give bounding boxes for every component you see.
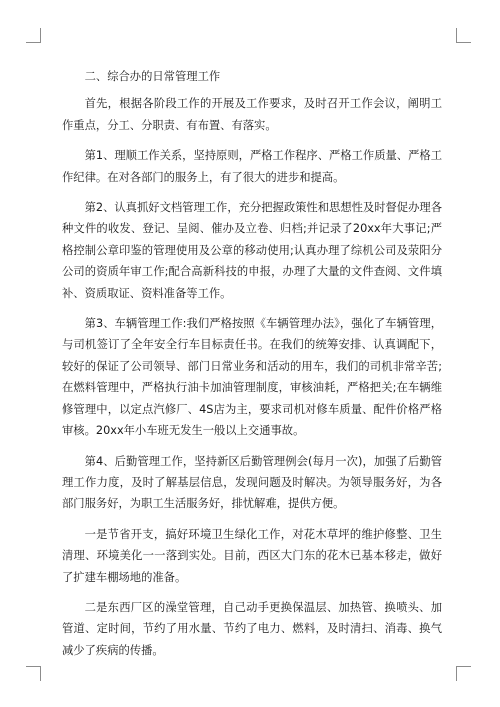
paragraph-item-2: 第2、认真抓好文档管理工作，充分把握政策性和思想性及时督促办理各种文件的收发、登记、呈阅、催办及立卷、归档;并记录了20xx年大事记;严格控制公章印鉴的管理使用及公章的移动使用;认真办理了综机公司及荥阳分公司的资质年审工作;配合高新科技的申报，办理了大量的文件查阅、文件填补、资质取证、资料准备等工作。: [62, 201, 442, 300]
paragraph-sub-1: 一是节省开支，搞好环境卫生绿化工作，对花木草坪的维护修整、卫生清理、环境美化一一落到实处。目前，西区大门东的花木已基本移走，做好了扩建车棚场地的准备。: [62, 527, 442, 584]
crop-mark-bottom-right: [456, 666, 471, 681]
paragraph-item-3: 第3、车辆管理工作:我们严格按照《车辆管理办法》，强化了车辆管理，与司机签订了全年安全行车目标责任书。在我们的统筹安排、认真调配下，较好的保证了公司领导、部门日常业务和活动的用车，我们的司机非常辛苦;在燃料管理中，严格执行油卡加油管理制度，审核油耗，严格把关;在车辆维修管理中，以定点汽修厂、4S店为主，要求司机对修车质量、配件价格严格审核。20xx年小车班无发生一般以上交通事故。: [62, 317, 442, 438]
document-body: [62, 66, 442, 670]
crop-mark-top-right: [456, 28, 471, 43]
crop-mark-top-left: [26, 28, 41, 43]
crop-mark-bottom-left: [26, 666, 41, 681]
paragraph-item-1: 第1、理顺工作关系，坚持原则，严格工作程序、严格工作质量、严格工作纪律。在对各部门的服务上，有了很大的进步和提高。: [62, 149, 442, 184]
section-heading: 二、综合办的日常管理工作: [84, 70, 221, 83]
paragraph-sub-2: 二是东西厂区的澡堂管理，自己动手更换保温层、加热管、换喷头、加管道、定时间，节约了用水量、节约了电力、燃料，及时清扫、消毒、换气减少了疾病的传播。: [62, 600, 442, 657]
paragraph-intro: 首先，根据各阶段工作的开展及工作要求，及时召开工作会议，阐明工作重点，分工、分职责、有布置、有落实。: [62, 97, 442, 132]
paragraph-item-4: 第4、后勤管理工作，坚持新区后勤管理例会(每月一次)，加强了后勤管理工作力度，及时了解基层信息，发现问题及时解决。为领导服务好，为各部门服务好，为职工生活服务好，排忧解难，提供方便。: [62, 454, 442, 511]
